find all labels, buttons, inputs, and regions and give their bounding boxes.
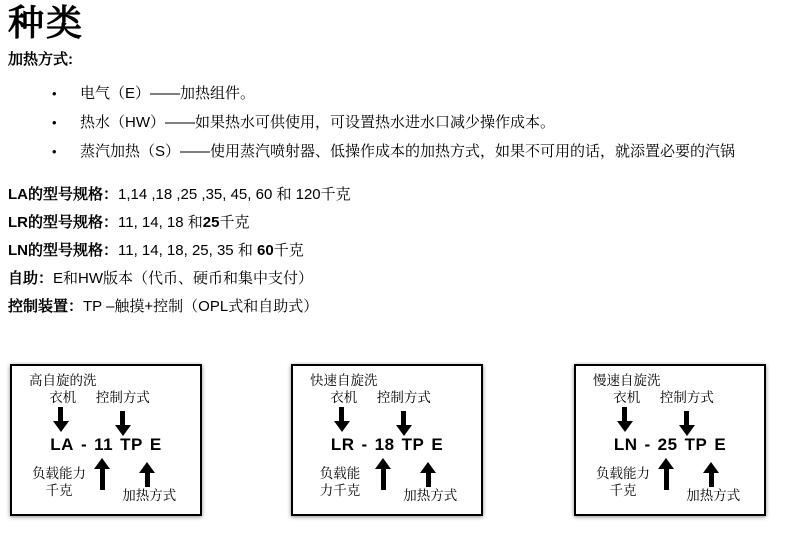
bullet-dot-icon: •	[52, 86, 57, 101]
bullet-item-hot-water	[0, 111, 742, 134]
spec-unit: 千克	[219, 214, 250, 231]
model-heating: E	[149, 435, 162, 454]
control-method-label: 控制方式	[95, 390, 150, 405]
model-dash: -	[361, 435, 368, 454]
info-text: TP –触摸+控制（OPL式和自助式）	[83, 298, 319, 315]
model-control: TP	[401, 435, 425, 454]
heating-method-label: 加热方式	[403, 488, 458, 503]
model-capacity: 11	[94, 435, 114, 454]
info-text: E和HW版本（代币、硬币和集中支付）	[53, 270, 314, 287]
washer-type-line2: 衣机	[49, 390, 77, 405]
load-capacity-line1: 负载能	[319, 466, 361, 481]
bullet-dot-icon: •	[52, 115, 57, 130]
arrow-down-icon	[396, 411, 412, 436]
load-capacity-line2: 千克	[609, 483, 637, 498]
spec-values: 11, 14, 18, 25, 35 和	[118, 242, 257, 259]
spec-values: 11, 14, 18 和	[118, 214, 203, 231]
model-dash: -	[80, 435, 88, 454]
spec-label: LN的型号规格：	[8, 242, 118, 259]
spec-unit: 千克	[273, 242, 304, 259]
load-capacity-line2: 力千克	[319, 483, 361, 498]
arrow-up-icon	[420, 462, 436, 487]
spec-line-ln	[8, 243, 790, 259]
control-method-label: 控制方式	[659, 390, 714, 405]
model-diagram-box-lr	[291, 364, 483, 516]
load-capacity-line1: 负载能力	[31, 466, 86, 481]
heating-method-label: 加热方式	[686, 488, 741, 503]
load-capacity-label	[297, 465, 383, 499]
model-capacity: 25	[657, 435, 678, 454]
load-capacity-line1: 负载能力	[595, 466, 650, 481]
load-capacity-line2: 千克	[45, 483, 73, 498]
washer-type-line2: 衣机	[613, 390, 641, 405]
spec-line-la	[8, 187, 790, 203]
arrow-up-icon	[139, 462, 155, 487]
model-diagram-box-la	[10, 364, 202, 516]
washer-type-line1: 高自旋的洗	[29, 373, 97, 388]
spec-unit: 千克	[320, 186, 351, 203]
bullet-dot-icon: •	[52, 144, 57, 159]
spec-values-bold: 25	[202, 214, 220, 231]
model-spec-section	[0, 187, 790, 315]
model-control: TP	[684, 435, 708, 454]
control-method-label: 控制方式	[376, 390, 431, 405]
control-device-line	[8, 299, 790, 315]
model-diagram-box-ln	[574, 364, 766, 516]
model-prefix: LR	[330, 435, 355, 454]
arrow-down-icon	[334, 407, 350, 432]
model-code	[576, 435, 764, 455]
model-heating: E	[714, 435, 727, 454]
arrow-down-icon	[53, 407, 69, 432]
washer-type-line1: 快速自旋洗	[310, 373, 378, 388]
bullet-text: 电气（E）——加热组件。	[80, 85, 256, 102]
arrow-down-icon	[617, 407, 633, 432]
spec-label: LA的型号规格：	[8, 186, 118, 203]
arrow-up-icon	[703, 462, 719, 487]
washer-type-line1: 慢速自旋洗	[593, 373, 661, 388]
info-label: 控制装置：	[8, 298, 84, 315]
model-control: TP	[120, 435, 143, 454]
washer-type-line2: 衣机	[330, 390, 358, 405]
self-service-line	[8, 271, 790, 287]
spec-values-bold: 60	[257, 242, 274, 259]
bullet-item-electric	[0, 82, 742, 105]
model-prefix: LN	[613, 435, 638, 454]
load-capacity-label	[580, 465, 666, 499]
model-code	[12, 435, 200, 455]
info-label: 自助：	[8, 270, 54, 287]
bullet-list	[0, 82, 742, 163]
arrow-down-icon	[679, 411, 695, 436]
spec-label: LR的型号规格：	[8, 214, 118, 231]
load-capacity-label	[16, 465, 102, 499]
arrow-down-icon	[115, 411, 131, 436]
model-capacity: 18	[374, 435, 395, 454]
heating-section-heading: 加热方式:	[8, 51, 73, 68]
bullet-text: 蒸汽加热（S）——使用蒸汽喷射器、低操作成本的加热方式，如果不可用的话，就添置必要的汽锅	[80, 143, 736, 160]
model-heating: E	[431, 435, 444, 454]
heating-method-label: 加热方式	[122, 488, 177, 503]
spec-values: 1,14 ,18 ,25 ,35, 45, 60 和 120	[118, 186, 321, 203]
model-dash: -	[644, 435, 651, 454]
bullet-text: 热水（HW）——如果热水可供使用，可设置热水进水口减少操作成本。	[80, 114, 555, 131]
model-prefix: LA	[50, 435, 74, 454]
page-title: 种类	[8, 2, 85, 43]
bullet-item-steam	[0, 140, 742, 163]
spec-line-lr	[8, 215, 790, 231]
model-code	[293, 435, 481, 455]
